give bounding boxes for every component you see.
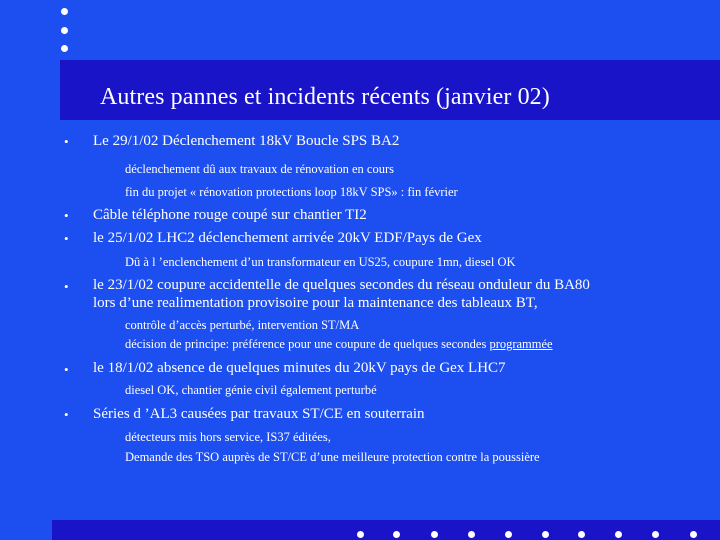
slide-title: Autres pannes et incidents récents (janvier 02) [100,84,550,110]
decor-dot [357,531,364,538]
item-1-sub-2: fin du projet « rénovation protections loop 18kV SPS» : fin février [125,185,458,199]
decor-dot [393,531,400,538]
item-4-sub-2-text: décision de principe: préférence pour une coupure de quelques secondes [125,337,490,351]
decor-dot [505,531,512,538]
decor-dot [652,531,659,538]
bullet-marker: • [64,134,69,149]
item-4-text-line-1: le 23/1/02 coupure accidentelle de quelques secondes du réseau onduleur du BA80 [93,277,590,293]
item-4-sub-1: contrôle d’accès perturbé, intervention ST/MA [125,318,360,332]
item-5-sub-1: diesel OK, chantier génie civil également perturbé [125,383,377,397]
decor-dot [690,531,697,538]
decor-dot [61,8,68,15]
bullet-marker: • [64,362,69,377]
bullet-marker: • [64,407,69,422]
decor-dot [542,531,549,538]
item-1-sub-1: déclenchement dû aux travaux de rénovation en cours [125,162,394,176]
decor-dot [431,531,438,538]
item-1-text: Le 29/1/02 Déclenchement 18kV Boucle SPS BA2 [93,133,400,149]
item-2-text: Câble téléphone rouge coupé sur chantier TI2 [93,207,367,223]
decor-dot [468,531,475,538]
decor-dot [615,531,622,538]
item-6-text: Séries d ’AL3 causées par travaux ST/CE en souterrain [93,406,425,422]
item-5-text: le 18/1/02 absence de quelques minutes du 20kV pays de Gex LHC7 [93,360,506,376]
item-3-sub-1: Dû à l ’enclenchement d’un transformateur en US25, coupure 1mn, diesel OK [125,255,516,269]
item-6-sub-2: Demande des TSO auprès de ST/CE d’une meilleure protection contre la poussière [125,450,540,464]
bullet-marker: • [64,279,69,294]
decor-dot [578,531,585,538]
item-6-sub-1: détecteurs mis hors service, IS37 éditées, [125,430,331,444]
bullet-marker: • [64,231,69,246]
item-4-sub-2-underlined: programmée [489,337,553,351]
decor-dot [61,27,68,34]
item-4-sub-2 [125,336,553,352]
bullet-marker: • [64,208,69,223]
item-4-text-line-2: lors d’une realimentation provisoire pour la maintenance des tableaux BT, [93,295,538,311]
decor-dot [61,45,68,52]
item-3-text: le 25/1/02 LHC2 déclenchement arrivée 20kV EDF/Pays de Gex [93,230,482,246]
